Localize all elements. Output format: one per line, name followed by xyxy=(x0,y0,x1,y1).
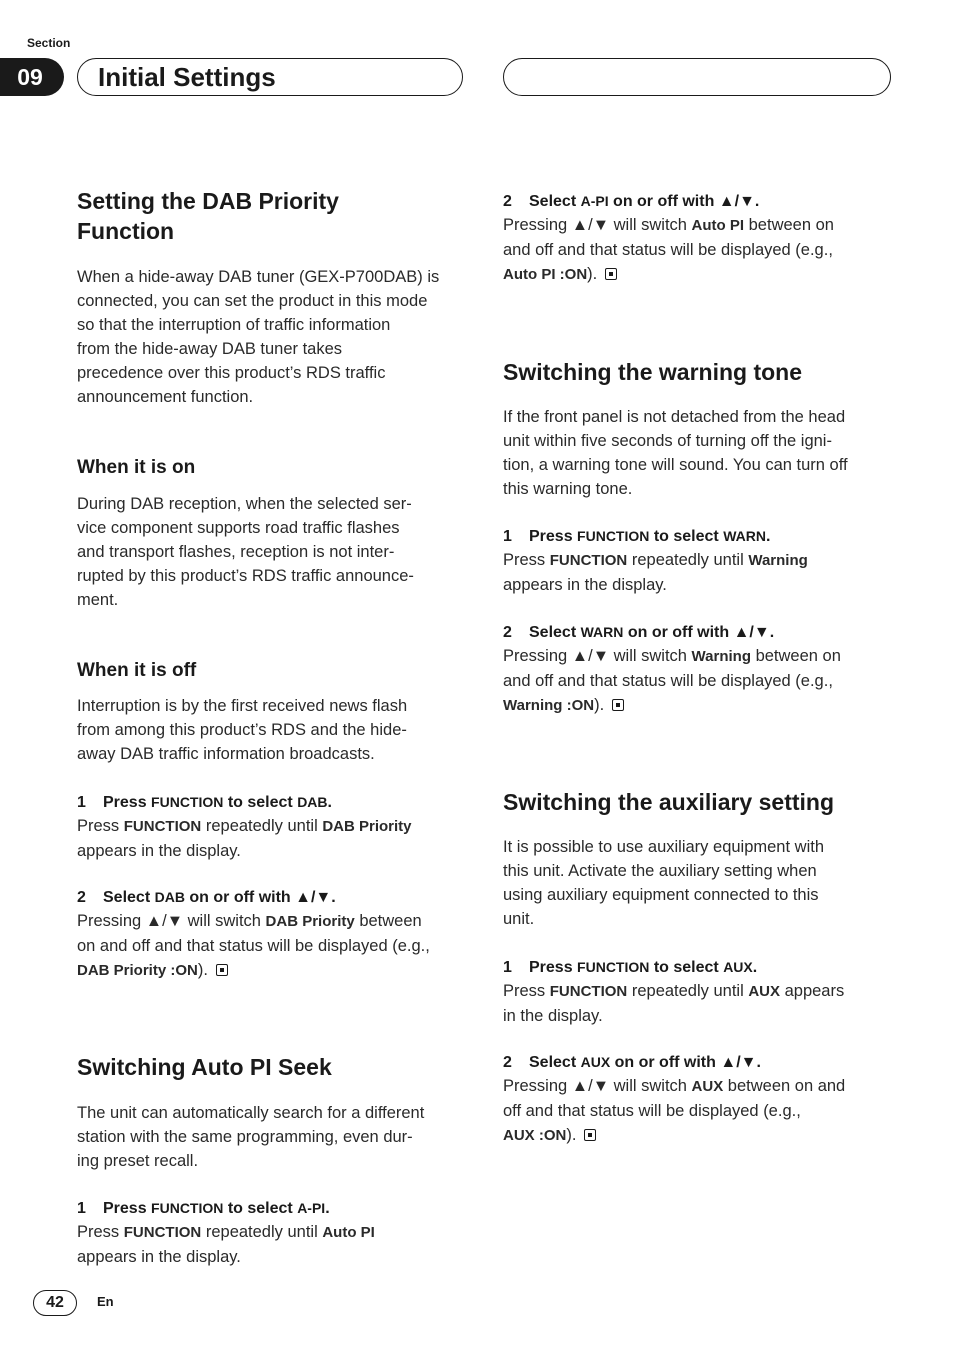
when-off-text xyxy=(77,694,469,766)
keyword: Auto PI :ON xyxy=(503,266,588,283)
text-line: and off and that status will be displayed (e.g., xyxy=(503,672,833,690)
text: Pressing ▲/▼ will switch xyxy=(503,1077,692,1095)
text-line: appears in the display. xyxy=(77,842,241,860)
keyword: FUNCTION xyxy=(549,552,628,569)
text-line: in the display. xyxy=(503,1007,603,1025)
aux-step1-text xyxy=(503,979,895,1028)
text: ). xyxy=(587,265,598,283)
dab-step2-text xyxy=(77,909,469,983)
step-keyword: WARN xyxy=(723,528,766,544)
step-keyword: DAB xyxy=(297,794,328,810)
text-line: When a hide-away DAB tuner (GEX-P700DAB) is xyxy=(77,268,440,286)
end-mark-icon xyxy=(612,699,624,711)
text-line: using auxiliary equipment connected to this xyxy=(503,886,819,904)
text: between xyxy=(354,912,422,930)
when-off-heading: When it is off xyxy=(77,660,197,681)
section-label: Section xyxy=(27,36,71,50)
dab-heading-line2: Function xyxy=(77,218,175,244)
text-line: appears in the display. xyxy=(503,576,667,594)
step-keyword: FUNCTION xyxy=(577,528,650,544)
text-line: this unit. Activate the auxiliary setting when xyxy=(503,862,817,880)
page-number: 42 xyxy=(33,1290,77,1316)
step-number: 2 xyxy=(503,624,512,641)
keyword: FUNCTION xyxy=(123,818,202,835)
text-line: unit. xyxy=(503,910,535,928)
step-text: Press xyxy=(103,1200,152,1217)
text: appears xyxy=(780,982,845,1000)
text: repeatedly until xyxy=(627,551,749,569)
text: between on xyxy=(744,216,834,234)
step-text: to select xyxy=(649,959,724,976)
step-text: . xyxy=(325,1200,330,1217)
text-line: unit within five seconds of turning off the igni- xyxy=(503,432,832,450)
text: ). xyxy=(566,1126,577,1144)
text-line: rupted by this product’s RDS traffic announce- xyxy=(77,567,414,585)
dab-step1-title xyxy=(77,790,469,815)
text: Press xyxy=(503,551,550,569)
dab-step1-text xyxy=(77,814,469,863)
step-text: Select xyxy=(529,624,581,641)
text: Pressing ▲/▼ will switch xyxy=(503,647,692,665)
text: ). xyxy=(594,696,605,714)
text-line: and off and that status will be displayed (e.g., xyxy=(503,241,833,259)
api-step1-text xyxy=(77,1220,469,1269)
end-mark-icon xyxy=(584,1129,596,1141)
keyword: DAB Priority :ON xyxy=(77,962,198,979)
text: repeatedly until xyxy=(627,982,749,1000)
step-text: to select xyxy=(223,794,298,811)
text: Pressing ▲/▼ will switch xyxy=(503,216,692,234)
text: Press xyxy=(77,817,124,835)
aux-heading: Switching the auxiliary setting xyxy=(503,789,835,815)
warn-step1-text xyxy=(503,548,895,597)
step-keyword: A-PI xyxy=(580,193,609,209)
text-line: from the hide-away DAB tuner takes xyxy=(77,340,343,358)
dab-heading xyxy=(77,186,339,246)
step-text: . xyxy=(752,959,758,976)
text-line: off and that status will be displayed (e.g., xyxy=(503,1102,801,1120)
step-text: Press xyxy=(529,528,578,545)
keyword: Auto PI xyxy=(691,217,745,234)
step-keyword: FUNCTION xyxy=(151,794,224,810)
text-line: tion, a warning tone will sound. You can turn off xyxy=(503,456,848,474)
when-on-text xyxy=(77,492,469,612)
text: Press xyxy=(503,982,550,1000)
step-text: Press xyxy=(529,959,578,976)
step-keyword: FUNCTION xyxy=(577,959,650,975)
text-line: this warning tone. xyxy=(503,480,633,498)
step-keyword: WARN xyxy=(580,624,624,640)
section-number-badge: 09 xyxy=(0,58,64,96)
text: repeatedly until xyxy=(201,817,323,835)
aux-step2-title xyxy=(503,1050,895,1075)
dab-intro xyxy=(77,265,469,409)
step-number: 1 xyxy=(503,528,512,545)
aux-intro xyxy=(503,835,895,931)
step-text: on or off with ▲/▼. xyxy=(610,1054,761,1071)
step-keyword: AUX xyxy=(580,1054,611,1070)
step-text: . xyxy=(327,794,332,811)
step-text: . xyxy=(765,528,771,545)
text-line: and transport flashes, reception is not inter- xyxy=(77,543,395,561)
step-text: Select xyxy=(529,1054,581,1071)
page-title-text: Initial Settings xyxy=(98,61,276,92)
keyword: AUX xyxy=(748,983,781,1000)
warn-step2-text xyxy=(503,644,895,718)
step-text: on or off with ▲/▼. xyxy=(608,193,760,210)
step-number: 2 xyxy=(503,193,512,210)
step-text: on or off with ▲/▼. xyxy=(184,889,336,906)
text: repeatedly until xyxy=(201,1223,323,1241)
text-line: station with the same programming, even dur- xyxy=(77,1128,413,1146)
aux-step2-text xyxy=(503,1074,895,1148)
keyword: DAB Priority xyxy=(265,913,355,930)
step-text: Press xyxy=(103,794,152,811)
warn-heading: Switching the warning tone xyxy=(503,359,802,385)
keyword: DAB Priority xyxy=(322,818,412,835)
text-line: During DAB reception, when the selected ser- xyxy=(77,495,412,513)
step-number: 1 xyxy=(77,1200,86,1217)
api-heading: Switching Auto PI Seek xyxy=(77,1054,332,1080)
step-keyword: DAB xyxy=(154,889,185,905)
api-step2-title xyxy=(503,189,895,214)
warn-step1-title xyxy=(503,524,895,549)
header-blank-box xyxy=(503,58,891,96)
text-line: from among this product’s RDS and the hide- xyxy=(77,721,407,739)
text-line: The unit can automatically search for a different xyxy=(77,1104,425,1122)
step-text: on or off with ▲/▼. xyxy=(623,624,775,641)
text-line: Interruption is by the first received news flash xyxy=(77,697,408,715)
text-line: precedence over this product’s RDS traffic xyxy=(77,364,386,382)
text: ). xyxy=(197,961,208,979)
keyword: Warning :ON xyxy=(503,697,595,714)
step-keyword: A-PI xyxy=(297,1200,326,1216)
step-text: Select xyxy=(529,193,581,210)
end-mark-icon xyxy=(216,964,228,976)
text: between on xyxy=(750,647,841,665)
text: Press xyxy=(77,1223,124,1241)
keyword: Warning xyxy=(748,552,808,569)
dab-heading-line1: Setting the DAB Priority xyxy=(77,188,339,214)
step-text: to select xyxy=(223,1200,298,1217)
step-keyword: FUNCTION xyxy=(151,1200,224,1216)
keyword: FUNCTION xyxy=(549,983,628,1000)
api-step1-title xyxy=(77,1196,469,1221)
warn-intro xyxy=(503,405,895,501)
api-step2-text xyxy=(503,213,895,287)
text-line: ment. xyxy=(77,591,119,609)
language-label: En xyxy=(97,1294,114,1309)
text-line: connected, you can set the product in this mode xyxy=(77,292,428,310)
keyword: Warning xyxy=(691,648,751,665)
when-on-heading: When it is on xyxy=(77,457,196,478)
text-line: appears in the display. xyxy=(77,1248,241,1266)
warn-step2-title xyxy=(503,620,895,645)
aux-step1-title xyxy=(503,955,895,980)
page-title xyxy=(77,58,463,96)
text-line: so that the interruption of traffic information xyxy=(77,316,391,334)
step-number: 1 xyxy=(77,794,86,811)
text-line: away DAB traffic information broadcasts. xyxy=(77,745,375,763)
step-number: 2 xyxy=(77,889,86,906)
keyword: FUNCTION xyxy=(123,1224,202,1241)
step-keyword: AUX xyxy=(723,959,753,975)
dab-step2-title xyxy=(77,885,469,910)
keyword: AUX :ON xyxy=(503,1127,567,1144)
text-line: ing preset recall. xyxy=(77,1152,199,1170)
text-line: on and off and that status will be displayed (e.g., xyxy=(77,937,430,955)
api-intro xyxy=(77,1101,469,1173)
keyword: AUX xyxy=(691,1078,724,1095)
text-line: announcement function. xyxy=(77,388,254,406)
text-line: If the front panel is not detached from the head xyxy=(503,408,846,426)
text: between on and xyxy=(723,1077,846,1095)
step-text: to select xyxy=(649,528,724,545)
step-number: 1 xyxy=(503,959,512,976)
step-text: Select xyxy=(103,889,155,906)
step-number: 2 xyxy=(503,1054,512,1071)
end-mark-icon xyxy=(605,268,617,280)
text: Pressing ▲/▼ will switch xyxy=(77,912,266,930)
text-line: vice component supports road traffic flashes xyxy=(77,519,400,537)
keyword: Auto PI xyxy=(322,1224,375,1241)
text-line: It is possible to use auxiliary equipment with xyxy=(503,838,824,856)
